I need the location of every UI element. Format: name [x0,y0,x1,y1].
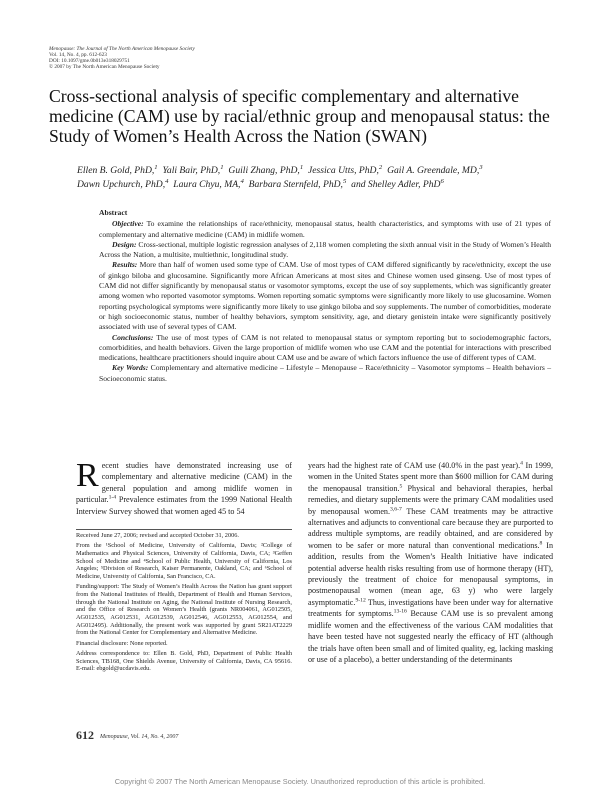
author: Guili Zhang, PhD,$^1$ [228,163,304,176]
abstract-design: Design: Cross-sectional, multiple logistic regression analyses of 2,118 women completing the sixth annual visit in the Study of Women’s Health Across the Nation, a multisite, multiethnic, longitudinal study. [99,239,551,260]
disclosure-note: Financial disclosure: None reported. [76,639,168,647]
abstract-keywords: Key Words: Complementary and alternative medicine – Lifestyle – Menopause – Race/ethnicity – Vasomotor symptoms – Health behaviors – Socioeconomic status. [99,363,551,383]
page-footer [76,728,476,743]
author: Laura Chyu, MA,$^4$ [173,177,244,190]
author: Jessica Utts, PhD,$^2$ [308,163,383,176]
author: and Shelley Adler, PhD$^6$ [351,177,444,190]
footnotes [76,532,292,675]
footnote-divider [76,529,292,530]
page-number: 612 [76,728,94,742]
doi[interactable]: DOI: 10.1097/gme.0b013e318029751 [49,58,130,65]
author: Gail A. Greendale, MD,$^3$ [387,163,483,176]
journal-name: Menopause: The Journal of The North American Menopause Society [49,46,195,52]
author: Ellen B. Gold, PhD,$^1$ [77,163,158,176]
abstract-heading: Abstract [99,208,128,217]
author-list [77,164,577,192]
abstract [99,208,551,384]
author: Dawn Upchurch, PhD,$^4$ [77,177,169,190]
copyright-notice: Copyright © 2007 The North American Menopause Society. Unauthorized reproduction of this article is prohibited. [114,777,486,786]
abstract-results: Results: More than half of women used some type of CAM. Use of most types of CAM differed significantly by race/ethnicity, except the use of ginkgo biloba and glucosamine. Significantly more African Americans at most sites and Chinese women used ginseng. Use of most types of CAM did not differ significantly by menopausal status or vasomotor symptoms, except the use of soy supplements, which was significantly greater among women who reported vasomotor symptoms. Women reporting somatic symptoms were significantly more likely to use glucosamine. Women reporting psychological symptoms were significantly more likely to use ginkgo biloba and soy supplements. The number of comorbidities, moderate or high socioeconomic status, number of healthy behaviors, symptom sensitivity, age, and dietary genistein intake were significantly positively associated with use of several types of CAM. [99,260,551,332]
correspondence-note: Address correspondence to: Ellen B. Gold, PhD, Department of Public Health Sciences, TB168, One Shields Avenue, University of California, Davis, CA 95616. E-mail: ebgold@ucdavis.edu. [76,649,292,673]
author: Barbara Sternfeld, PhD,$^5$ [248,177,347,190]
header-copyright: © 2007 by The North American Menopause Society [49,64,160,71]
funding-note: Funding/support: The Study of Women’s Health Across the Nation has grant support from the National Institutes of Health, Department of Health and Human Services, through the National Institute on Aging, the National Institute of Nursing Research, and the Office of Research on Women’s Health (grants NR004061, AG012505, AG012535, AG012531, AG012539, AG012546, AG012553, AG012554, and AG012495). Additionally, the present work was supported by grant 5R21AT2229 from the National Center for Complementary and Alternative Medicine. [76,583,292,637]
body-paragraph: years had the highest rate of CAM use (40.0% in the past year).$^4$ In 1999, women in the United States spent more than $600 million for CAM during the menopausal transition.$^5$ Physical and behavioral therapies, herbal remedies, and dietary supplements were the primary CAM modalities used by menopausal women.$^{3,6-7}$ These CAM treatments may be attractive alternatives and adjuncts to conventional care because they are purported to address multiple symptoms, are readily obtained, and are considered by women to be safer or more natural than conventional medications.$^8$ In addition, results from the Women’s Health Initiative have indicated potential adverse health risks resulting from use of hormone therapy (HT), previously the treatment of choice for menopausal symptoms, in postmenopausal women (mean age, 63 y) who were largely asymptomatic.$^{9-12}$ Thus, investigations have been under way for alternative treatments for symptoms.$^{13-16}$ Because CAM use is so prevalent among midlife women and the effectiveness of the various CAM modalities that have been tested have not suggested nearly the efficacy of HT (although the trials have often been small and of limited quality, eg, lacking masking or use of a placebo), a better understanding of the determinants [308,460,553,664]
body-left-column [76,457,292,517]
footer-journal-ref: Menopause, Vol. 14, No. 4, 2007 [100,734,179,740]
body-right-column [308,460,553,665]
volume-info: Vol. 14, No. 4, pp. 612-623 [49,52,107,59]
abstract-conclusions: Conclusions: The use of most types of CAM is not related to menopausal status or symptom reporting but to sociodemographic factors, comorbidities, and health behaviors. Given the large proportion of midlife women who use CAM and the potential for interactions with prescribed medications, healthcare practitioners should inquire about CAM use and be aware of which factors influence the use of different types of CAM. [99,332,551,363]
article-title: Cross-sectional analysis of specific complementary and alternative medicine (CAM) use by racial/ethnic group and menopausal status: the Study of Women’s Health Across the Nation (SWAN) [49,86,550,146]
affiliations-note: From the ¹School of Medicine, University of California, Davis; ²College of Mathematics and Physical Sciences, University of California, Davis, CA; ³Geffen School of Medicine and ⁴School of Public Health, University of California, Los Angeles; ⁵Division of Research, Kaiser Permanente, Oakland, CA; and ⁶School of Medicine, University of California, San Francisco, CA. [76,542,292,581]
drop-cap: R [76,457,99,494]
abstract-objective: Objective: To examine the relationships of race/ethnicity, menopausal status, health characteristics, and symptoms with use of 21 types of complementary and alternative medicine (CAM) in midlife women. [99,219,551,239]
received-note: Received June 27, 2006; revised and accepted October 31, 2006. [76,532,239,539]
journal-header [49,46,195,70]
intro-paragraph: Recent studies have demonstrated increasing use of complementary and alternative medicine (CAM) in the general population and among midlife women in particular.$^{1-4}$ Prevalence estimates from the 1999 National Health Interview Survey showed that women aged 45 to 54 [76,457,292,516]
author: Yali Bair, PhD,$^1$ [162,163,224,176]
